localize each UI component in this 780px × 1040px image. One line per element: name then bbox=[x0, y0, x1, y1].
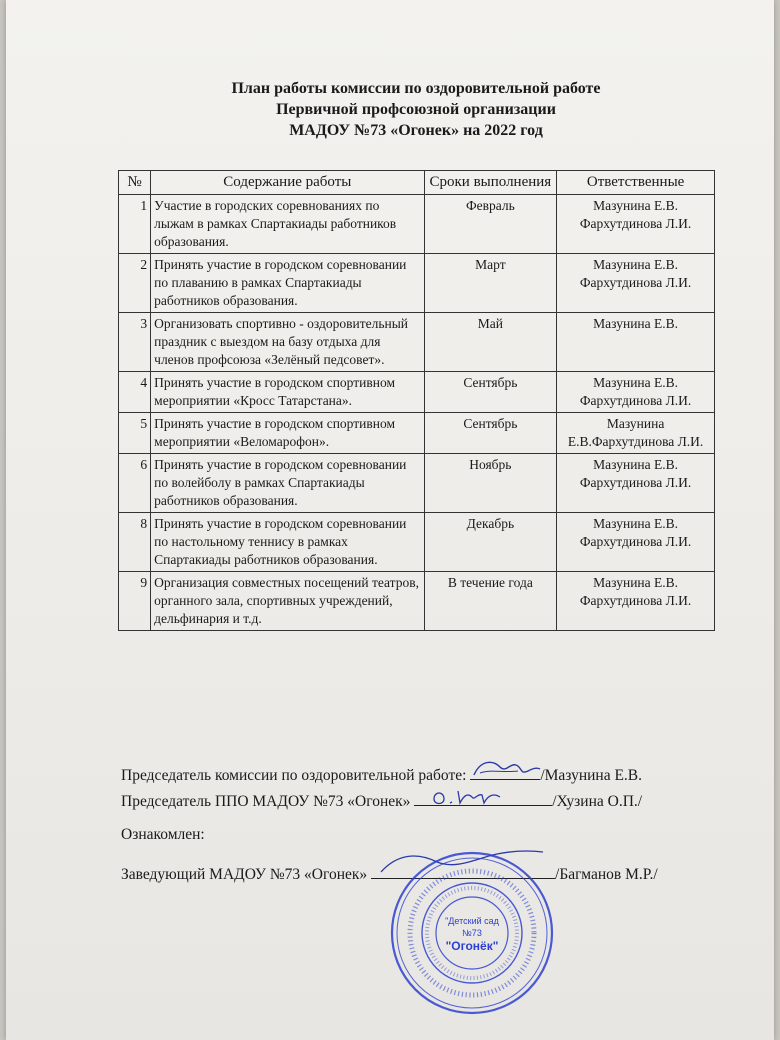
row-num: 3 bbox=[119, 313, 151, 372]
ppo-signature-line bbox=[121, 789, 642, 811]
row-responsible: Мазунина Е.В. Фархутдинова Л.И. bbox=[557, 372, 715, 413]
work-plan-table bbox=[118, 170, 715, 631]
header-num: № bbox=[119, 171, 151, 195]
chair-signature-field bbox=[470, 763, 540, 780]
row-date: Декабрь bbox=[424, 513, 557, 572]
organization-stamp bbox=[389, 850, 555, 1016]
row-responsible: Мазунина Е.В. Фархутдинова Л.И. bbox=[557, 513, 715, 572]
row-content: Принять участие в городском спортивном мероприятии «Веломарофон». bbox=[151, 413, 424, 454]
row-content: Принять участие в городском соревновании по плаванию в рамках Спартакиады работников образования. bbox=[151, 254, 424, 313]
header-responsible: Ответственные bbox=[557, 171, 715, 195]
row-date: Сентябрь bbox=[424, 372, 557, 413]
row-date: В течение года bbox=[424, 572, 557, 631]
chair-label: Председатель комиссии по оздоровительной работе: bbox=[121, 767, 467, 784]
title-line-1: План работы комиссии по оздоровительной работе bbox=[231, 80, 601, 97]
row-date: Февраль bbox=[424, 195, 557, 254]
row-date: Март bbox=[424, 254, 557, 313]
row-content: Участие в городских соревнованиях по лыжам в рамках Спартакиады работников образования. bbox=[151, 195, 424, 254]
stamp-text-line-3: "Огонёк" bbox=[445, 939, 499, 953]
header-date: Сроки выполнения bbox=[424, 171, 557, 195]
row-num: 9 bbox=[119, 572, 151, 631]
row-num: 1 bbox=[119, 195, 151, 254]
row-date: Сентябрь bbox=[424, 413, 557, 454]
title-line-3: МАДОУ №73 «Огонек» на 2022 год bbox=[289, 122, 543, 139]
row-num: 4 bbox=[119, 372, 151, 413]
table-row bbox=[119, 572, 715, 631]
title-line-2: Первичной профсоюзной организации bbox=[276, 101, 556, 118]
chair-signature-scribble bbox=[470, 757, 542, 783]
document-title bbox=[66, 78, 766, 141]
row-responsible: Мазунина Е.В.Фархутдинова Л.И. bbox=[557, 413, 715, 454]
head-label: Заведующий МАДОУ №73 «Огонек» bbox=[121, 866, 368, 883]
row-responsible: Мазунина Е.В. bbox=[557, 313, 715, 372]
row-date: Май bbox=[424, 313, 557, 372]
row-num: 8 bbox=[119, 513, 151, 572]
acquainted-label: Ознакомлен: bbox=[121, 826, 205, 843]
row-content: Принять участие в городском соревновании по волейболу в рамках Спартакиады работников образования. bbox=[151, 454, 424, 513]
row-responsible: Мазунина Е.В. Фархутдинова Л.И. bbox=[557, 572, 715, 631]
row-content: Организовать спортивно - оздоровительный праздник с выездом на базу отдыха для членов профсоюза «Зелёный педсовет». bbox=[151, 313, 424, 372]
table-header-row bbox=[119, 171, 715, 195]
row-date: Ноябрь bbox=[424, 454, 557, 513]
table-row bbox=[119, 413, 715, 454]
ppo-signature-scribble bbox=[428, 783, 528, 809]
stamp-text-line-1: "Детский сад bbox=[445, 916, 499, 926]
table-row bbox=[119, 454, 715, 513]
table-row bbox=[119, 195, 715, 254]
row-num: 6 bbox=[119, 454, 151, 513]
header-content: Содержание работы bbox=[151, 171, 424, 195]
row-num: 5 bbox=[119, 413, 151, 454]
row-responsible: Мазунина Е.В. Фархутдинова Л.И. bbox=[557, 254, 715, 313]
ppo-name: /Хузина О.П./ bbox=[552, 793, 643, 810]
document-page bbox=[6, 0, 774, 1040]
stamp-text-line-2: №73 bbox=[462, 928, 482, 938]
table-row bbox=[119, 313, 715, 372]
ppo-signature-field bbox=[414, 789, 552, 806]
row-content: Принять участие в городском соревновании по настольному теннису в рамках Спартакиады работников образования. bbox=[151, 513, 424, 572]
head-name: /Багманов М.Р./ bbox=[555, 866, 658, 883]
row-num: 2 bbox=[119, 254, 151, 313]
chair-name: /Мазунина Е.В. bbox=[540, 767, 643, 784]
row-content: Организация совместных посещений театров, органного зала, спортивных учреждений, дельфинария и т.д. bbox=[151, 572, 424, 631]
ppo-label: Председатель ППО МАДОУ №73 «Огонек» bbox=[121, 793, 411, 810]
chair-signature-line bbox=[121, 763, 642, 785]
row-content: Принять участие в городском спортивном мероприятии «Кросс Татарстана». bbox=[151, 372, 424, 413]
row-responsible: Мазунина Е.В. Фархутдинова Л.И. bbox=[557, 195, 715, 254]
table-row bbox=[119, 513, 715, 572]
row-responsible: Мазунина Е.В. Фархутдинова Л.И. bbox=[557, 454, 715, 513]
table-row bbox=[119, 254, 715, 313]
table-row bbox=[119, 372, 715, 413]
